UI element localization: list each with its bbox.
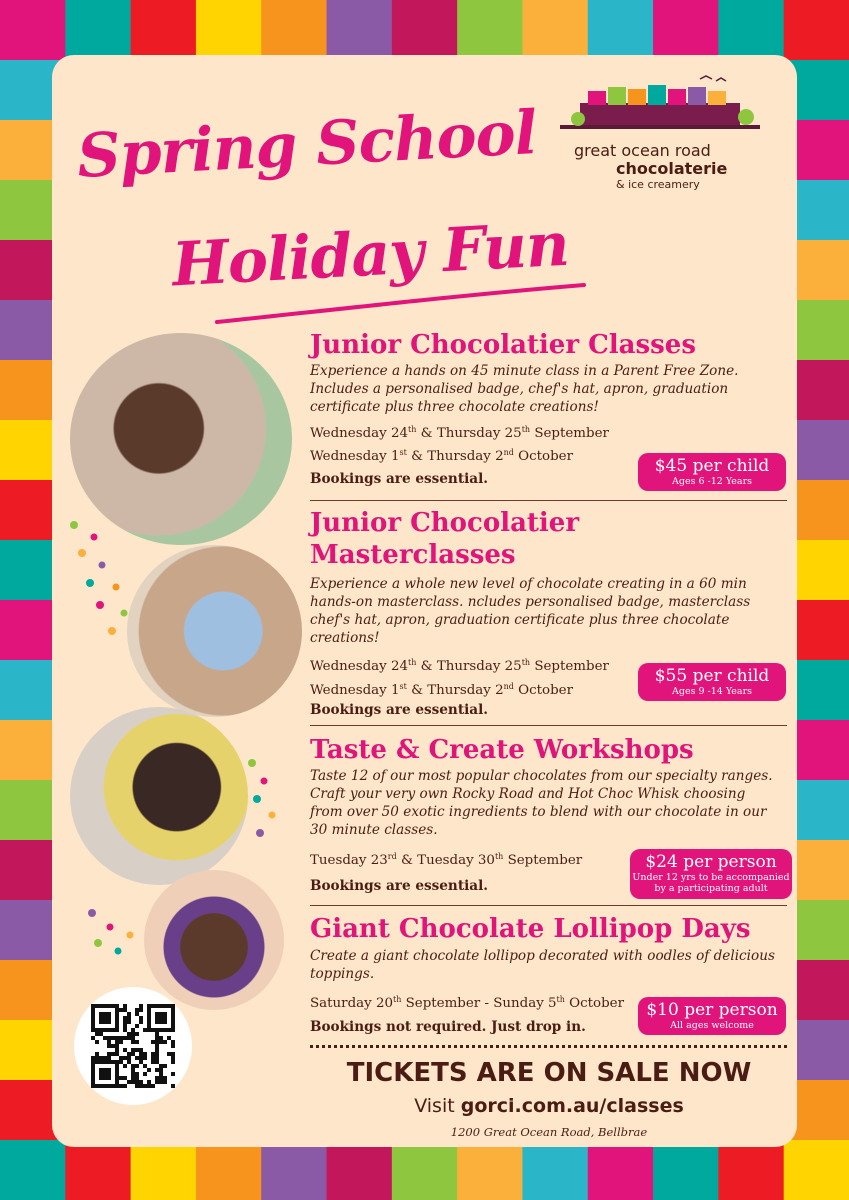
section-1-price: $45 per child: [654, 456, 770, 476]
section-1-age: Ages 6 -12 Years: [672, 476, 752, 487]
section-4-booking: Bookings not required. Just drop in.: [310, 1019, 586, 1035]
section-3-description: Taste 12 of our most popular chocolates from our specialty ranges. Craft your very own Rocky Road and Hot Choc Whisk choosing from over 50 exotic ingredients to blend with our chocolate in our 30 minute classes.: [310, 768, 773, 838]
qr-code-icon[interactable]: [91, 1004, 175, 1088]
tickets-banner: TICKETS ARE ON SALE NOW: [346, 1058, 752, 1088]
section-4-price-badge: [638, 997, 786, 1035]
section-3-note-2: by a participating adult: [654, 883, 768, 894]
section-1-heading: Junior Chocolatier Classes: [310, 330, 696, 360]
title-swash: [212, 280, 592, 330]
logo-text-1: great ocean road: [574, 141, 711, 160]
website-link[interactable]: gorci.com.au/classes: [460, 1095, 684, 1117]
section-1-price-badge: [638, 453, 786, 491]
section-2-heading: Junior Chocolatier: [310, 508, 580, 538]
poster-card: [52, 55, 797, 1147]
qr-badge: [74, 987, 192, 1105]
dotted-divider: [310, 1045, 787, 1048]
section-1-date-1: Wednesday 24th & Thursday 25th September: [310, 425, 609, 441]
section-4-date-1: Saturday 20th September - Sunday 5th October: [310, 995, 624, 1011]
logo-text-3: & ice creamery: [616, 178, 700, 191]
section-1-description: Experience a hands on 45 minute class in a Parent Free Zone. Includes a personalised badge, chef's hat, apron, graduation certificate plus three chocolate creations!: [310, 363, 739, 415]
visit-line: [314, 1095, 784, 1117]
section-2-heading-line-2: Masterclasses: [310, 540, 516, 570]
section-3-booking: Bookings are essential.: [310, 878, 488, 894]
section-4-heading: Giant Chocolate Lollipop Days: [310, 914, 751, 944]
section-2-description: Experience a whole new level of chocolate creating in a 60 min hands-on masterclass. ncludes personalised badge, masterclass chef's hat, apron, graduation certificate plus three chocolate creations!: [310, 576, 751, 646]
section-2-date-2: Wednesday 1st & Thursday 2nd October: [310, 682, 573, 698]
section-2-age: Ages 9 -14 Years: [672, 686, 752, 697]
divider-3: [310, 905, 787, 906]
section-3-heading: Taste & Create Workshops: [310, 735, 694, 765]
visit-label: Visit: [414, 1095, 461, 1117]
section-4-price: $10 per person: [646, 1000, 778, 1020]
confetti-dots: [52, 495, 302, 955]
section-2-date-1: Wednesday 24th & Thursday 25th September: [310, 658, 609, 674]
title-line-1: Spring School: [75, 98, 539, 192]
section-4-description: Create a giant chocolate lollipop decorated with oodles of delicious toppings.: [310, 948, 775, 982]
section-2-booking: Bookings are essential.: [310, 702, 488, 718]
section-3-price-badge: [630, 849, 792, 899]
section-2-price-badge: [638, 663, 786, 701]
address: 1200 Great Ocean Road, Bellbrae: [450, 1125, 648, 1139]
section-3-price: $24 per person: [645, 852, 777, 872]
title-line-2: Holiday Fun: [170, 209, 571, 301]
logo: [560, 75, 770, 195]
section-3-date-1: Tuesday 23rd & Tuesday 30th September: [310, 852, 583, 868]
section-1-date-2: Wednesday 1st & Thursday 2nd October: [310, 448, 573, 464]
section-1-booking: Bookings are essential.: [310, 471, 488, 487]
logo-icon: [560, 75, 760, 137]
divider-2: [310, 725, 787, 726]
section-2-price: $55 per child: [654, 666, 770, 686]
divider-1: [310, 500, 787, 501]
logo-text-2: chocolaterie: [616, 159, 728, 178]
section-4-age: All ages welcome: [670, 1020, 754, 1031]
section-3-note-1: Under 12 yrs to be accompanied: [632, 872, 790, 883]
